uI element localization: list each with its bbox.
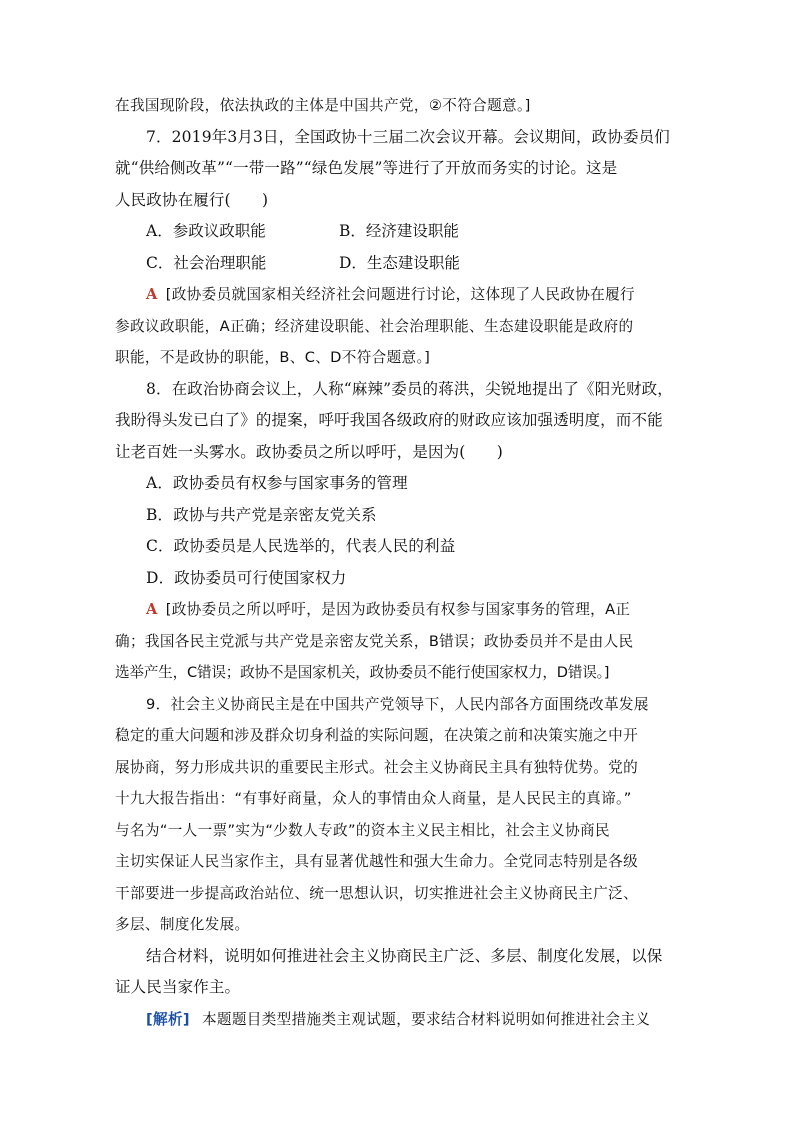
question-8-stem-line-3: 让老百姓一头雾水。政协委员之所以呼吁，是因为( ) <box>115 442 503 461</box>
analysis-line-1 <box>115 1004 681 1036</box>
analysis-tag: [解析] <box>146 1010 190 1028</box>
document-page <box>115 90 681 1035</box>
question-9-material-line-3: 展协商，努力形成共识的重要民主形式。社会主义协商民主具有独特优势。党的 <box>115 758 639 776</box>
answer-8-letter: A <box>146 601 158 618</box>
question-7-options-row-2 <box>115 248 681 280</box>
answer-7-line-3: 职能，不是政协的职能，B、C、D不符合题意。] <box>115 349 431 366</box>
question-9-ask-line-2: 证人民当家作主。 <box>115 978 241 996</box>
answer-8-line-2: 确；我国各民主党派与共产党是亲密友党关系，B错误；政协委员并不是由人民 <box>115 632 634 650</box>
question-8-stem-line-2: 我盼得头发已白了》的提案，呼吁我国各级政府的财政应该加强透明度，而不能 <box>115 411 663 429</box>
question-9-material-line-8: 多层、制度化发展。 <box>115 916 250 933</box>
answer-8-line-1 <box>115 594 681 626</box>
question-8-option-c: C．政协委员是人民选举的，代表人民的利益 <box>146 537 456 555</box>
question-8-option-b: B．政协与共产党是亲密友党关系 <box>146 505 377 524</box>
analysis-text-1: 本题题目类型措施类主观试题，要求结合材料说明如何推进社会主义 <box>201 1010 651 1028</box>
question-8-option-d: D．政协委员可行使国家权力 <box>146 568 347 587</box>
question-8-stem-line-1: 8．在政治协商会议上，人称“麻辣”委员的蒋洪，尖锐地提出了《阳光财政， <box>146 379 673 398</box>
answer-7-line-2: 参政议政职能，A正确；经济建设职能、社会治理职能、生态建设职能是政府的 <box>115 317 634 335</box>
question-7-option-b: B．经济建设职能 <box>339 222 459 240</box>
question-9-material-line-4: 十九大报告指出：“有事好商量，众人的事情由众人商量，是人民民主的真谛。” <box>115 790 632 807</box>
question-9-material-line-1: 9．社会主义协商民主是在中国共产党领导下，人民内部各方面围绕改革发展 <box>146 695 649 713</box>
question-9-material-line-5: 与名为“一人一票”实为“少数人专政”的资本主义民主相比，社会主义协商民 <box>115 821 610 839</box>
question-9-material-line-2: 稳定的重大问题和涉及群众切身利益的实际问题，在决策之前和决策实施之中开 <box>115 727 639 744</box>
answer-8-text-1: [政协委员之所以呼吁，是因为政协委员有权参与国家事务的管理，A正 <box>165 601 631 618</box>
answer-7-text-1: [政协委员就国家相关经济社会问题进行讨论，这体现了人民政协在履行 <box>165 286 635 303</box>
question-8-option-a: A．政协委员有权参与国家事务的管理 <box>146 474 408 492</box>
question-7-option-d: D．生态建设职能 <box>339 253 460 272</box>
question-7-stem-line-1: 7．2019年3月3日，全国政协十三届二次会议开幕。会议期间，政协委员们 <box>146 127 670 146</box>
answer-8-line-3: 选举产生，C错误；政协不是国家机关，政协委员不能行使国家权力，D错误。] <box>115 664 610 681</box>
answer-7-letter: A <box>146 286 158 303</box>
answer-continuation: 在我国现阶段，依法执政的主体是中国共产党，②不符合题意。] <box>115 97 531 114</box>
question-7-stem-line-3: 人民政协在履行( ) <box>115 190 269 209</box>
question-7-option-c: C．社会治理职能 <box>146 253 267 272</box>
question-7-options-row-1 <box>115 216 681 248</box>
question-9-material-line-6: 主切实保证人民当家作主，具有显著优越性和强大生命力。全党同志特别是各级 <box>115 853 639 870</box>
question-9-material-line-7: 干部要进一步提高政治站位、统一思想认识，切实推进社会主义协商民主广泛、 <box>115 884 639 902</box>
question-7-option-a: A．参政议政职能 <box>146 222 266 240</box>
question-9-ask-line-1: 结合材料，说明如何推进社会主义协商民主广泛、多层、制度化发展，以保 <box>146 946 663 965</box>
answer-7-line-1 <box>115 279 681 311</box>
question-7-stem-line-2: 就“供给侧改革”“一带一路”“绿色发展”等进行了开放而务实的讨论。这是 <box>115 159 618 177</box>
